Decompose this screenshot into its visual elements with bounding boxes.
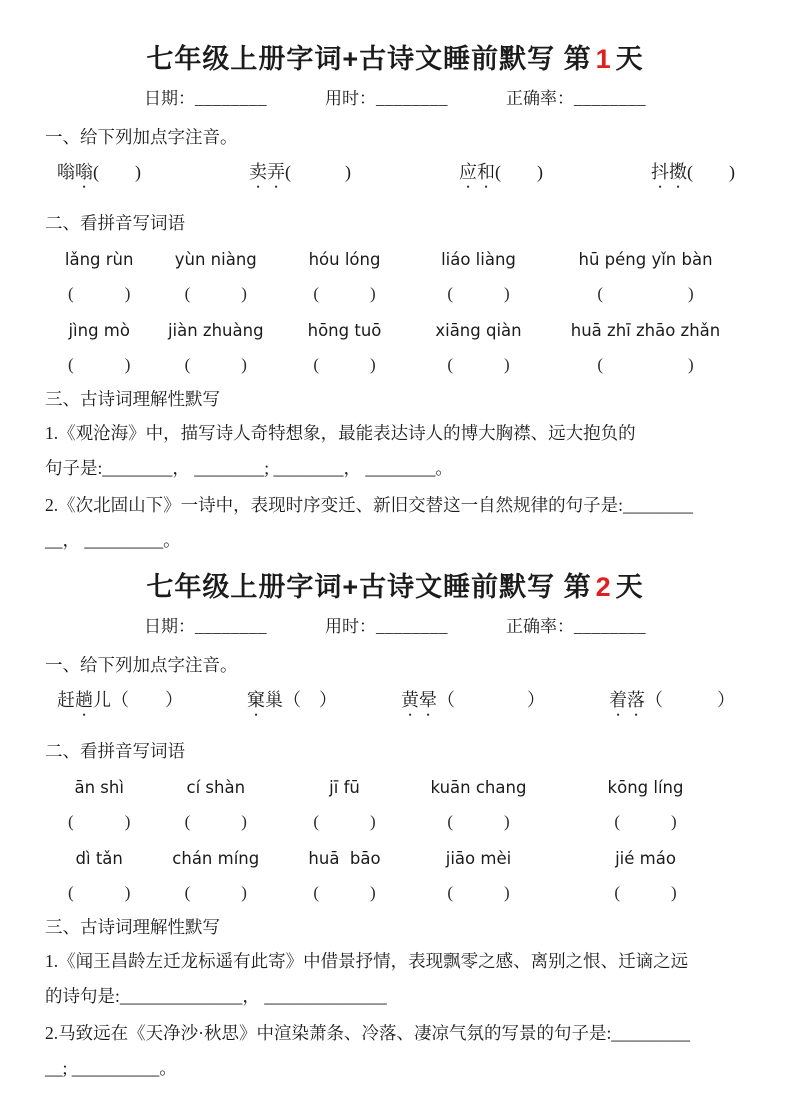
answer-paren: ( ) bbox=[184, 883, 247, 902]
time-field bbox=[325, 86, 448, 112]
pinyin-text: jìng mò bbox=[68, 321, 130, 340]
answer-paren: ( ) bbox=[313, 883, 376, 902]
pinyin-text: huā bāo bbox=[308, 849, 381, 868]
question-line: __， _________。 bbox=[45, 530, 181, 550]
answer-paren: ( ) bbox=[68, 284, 131, 303]
annotate-row bbox=[45, 680, 745, 732]
date-blank: ________ bbox=[195, 89, 267, 108]
date-blank: ________ bbox=[195, 617, 267, 636]
question-line: __; __________。 bbox=[45, 1058, 177, 1078]
question-line: 1.《闻王昌龄左迁龙标遥有此寄》中借景抒情，表现飘零之感、离别之恨、迁谪之远 bbox=[45, 951, 689, 971]
annotate-item bbox=[57, 158, 141, 192]
answer-paren: ( ) bbox=[68, 883, 131, 902]
day-number: 2 bbox=[595, 572, 612, 602]
annotate-item bbox=[401, 686, 545, 720]
annotate-word-pre: 赶 bbox=[57, 690, 75, 710]
answer-paren: ( ) bbox=[447, 355, 510, 374]
dictation-question bbox=[45, 416, 745, 486]
dictation-question bbox=[45, 488, 745, 558]
annotate-item bbox=[651, 158, 735, 192]
pinyin-cell bbox=[151, 766, 280, 837]
pinyin-row bbox=[45, 238, 745, 309]
date-label: 日期： bbox=[144, 89, 195, 108]
pinyin-cell bbox=[151, 837, 280, 908]
pinyin-text: huā zhī zhāo zhǎn bbox=[570, 321, 721, 340]
pinyin-text: kuān chang bbox=[430, 778, 527, 797]
annotate-paren: （ ） bbox=[111, 690, 183, 710]
day-title-prefix: 七年级上册字词+古诗文睡前默写 第 bbox=[146, 572, 592, 602]
pinyin-row bbox=[45, 837, 745, 908]
annotate-word-post: 儿 bbox=[93, 690, 111, 710]
annotate-item bbox=[57, 686, 183, 720]
accuracy-field bbox=[506, 86, 646, 112]
answer-paren: ( ) bbox=[184, 284, 247, 303]
pinyin-cell bbox=[280, 766, 409, 837]
section-write-words-heading: 二、看拼音写词语 bbox=[45, 741, 185, 761]
pinyin-cell bbox=[548, 766, 743, 837]
annotate-paren: （ ） bbox=[437, 690, 545, 710]
pinyin-text: hōng tuō bbox=[307, 321, 382, 340]
pinyin-text: chán míng bbox=[172, 849, 260, 868]
section-dictation-heading: 三、古诗词理解性默写 bbox=[45, 389, 220, 409]
answer-paren: ( ) bbox=[184, 355, 247, 374]
meta-row bbox=[45, 614, 745, 640]
pinyin-text: hū péng yǐn bàn bbox=[578, 250, 713, 269]
time-label: 用时： bbox=[325, 617, 376, 636]
annotate-word-dotted: 着落 bbox=[609, 690, 645, 710]
answer-paren: ( ) bbox=[68, 355, 131, 374]
pinyin-cell bbox=[151, 238, 280, 309]
answer-paren: ( ) bbox=[597, 284, 694, 303]
question-line: 2.马致远在《天净沙·秋思》中渲染萧条、冷落、凄凉气氛的写景的句子是:_________ bbox=[45, 1023, 691, 1043]
day-title-suffix: 天 bbox=[615, 572, 644, 602]
pinyin-text: yùn niàng bbox=[174, 250, 257, 269]
annotate-paren: ( ) bbox=[495, 162, 543, 182]
pinyin-text: jiàn zhuàng bbox=[167, 321, 264, 340]
pinyin-text: liáo liàng bbox=[441, 250, 516, 269]
answer-paren: ( ) bbox=[447, 883, 510, 902]
section-annotate-heading: 一、给下列加点字注音。 bbox=[45, 655, 238, 675]
answer-paren: ( ) bbox=[313, 812, 376, 831]
dictation-question bbox=[45, 944, 745, 1014]
pinyin-row bbox=[45, 309, 745, 380]
time-label: 用时： bbox=[325, 89, 376, 108]
annotate-word-dotted: 卖弄 bbox=[249, 162, 285, 182]
answer-paren: ( ) bbox=[447, 812, 510, 831]
question-line: 1.《观沧海》中，描写诗人奇特想象，最能表达诗人的博大胸襟、远大抱负的 bbox=[45, 423, 636, 443]
answer-paren: ( ) bbox=[614, 812, 677, 831]
annotate-word-post: 巢 bbox=[265, 690, 283, 710]
pinyin-text: hóu lóng bbox=[308, 250, 381, 269]
annotate-item bbox=[459, 158, 543, 192]
worksheet-day-2 bbox=[45, 568, 745, 1086]
pinyin-cell bbox=[151, 309, 280, 380]
answer-paren: ( ) bbox=[313, 355, 376, 374]
day-title bbox=[45, 568, 745, 606]
day-title-prefix: 七年级上册字词+古诗文睡前默写 第 bbox=[146, 44, 592, 74]
annotate-row bbox=[45, 152, 745, 204]
accuracy-blank: ________ bbox=[574, 617, 646, 636]
question-line: 的诗句是:______________， ______________ bbox=[45, 986, 387, 1006]
annotate-word-pre: 嗡 bbox=[57, 162, 75, 182]
pinyin-cell bbox=[409, 309, 548, 380]
accuracy-label: 正确率： bbox=[506, 89, 574, 108]
annotate-item bbox=[609, 686, 735, 720]
pinyin-cell bbox=[280, 837, 409, 908]
pinyin-text: ān shì bbox=[74, 778, 124, 797]
question-line: 2.《次北固山下》一诗中，表现时序变迁、新旧交替这一自然规律的句子是:________ bbox=[45, 495, 693, 515]
pinyin-row bbox=[45, 766, 745, 837]
accuracy-field bbox=[506, 614, 646, 640]
pinyin-cell bbox=[47, 238, 151, 309]
annotate-paren: ( ) bbox=[687, 162, 735, 182]
pinyin-cell bbox=[47, 309, 151, 380]
time-blank: ________ bbox=[376, 89, 448, 108]
annotate-paren: ( ) bbox=[285, 162, 351, 182]
pinyin-cell bbox=[280, 238, 409, 309]
worksheet-day-1 bbox=[45, 40, 745, 558]
annotate-word-dotted: 嗡 bbox=[75, 162, 93, 182]
annotate-word-dotted: 窠 bbox=[247, 690, 265, 710]
dictation-question bbox=[45, 1016, 745, 1086]
time-field bbox=[325, 614, 448, 640]
day-title-suffix: 天 bbox=[615, 44, 644, 74]
date-field bbox=[144, 614, 267, 640]
annotate-word-dotted: 应和 bbox=[459, 162, 495, 182]
pinyin-cell bbox=[548, 837, 743, 908]
day-number: 1 bbox=[595, 44, 612, 74]
annotate-word-dotted: 黄晕 bbox=[401, 690, 437, 710]
pinyin-text: jiāo mèi bbox=[445, 849, 512, 868]
answer-paren: ( ) bbox=[614, 883, 677, 902]
question-line: 句子是:________， ________; ________， ________。 bbox=[45, 458, 453, 478]
annotate-item bbox=[249, 158, 351, 192]
answer-paren: ( ) bbox=[313, 284, 376, 303]
pinyin-cell bbox=[47, 837, 151, 908]
accuracy-blank: ________ bbox=[574, 89, 646, 108]
section-write-words-heading: 二、看拼音写词语 bbox=[45, 213, 185, 233]
day-title bbox=[45, 40, 745, 78]
pinyin-cell bbox=[47, 766, 151, 837]
pinyin-cell bbox=[280, 309, 409, 380]
answer-paren: ( ) bbox=[597, 355, 694, 374]
pinyin-text: lǎng rùn bbox=[64, 250, 134, 269]
pinyin-text: jī fū bbox=[329, 778, 360, 797]
pinyin-cell bbox=[548, 309, 743, 380]
date-field bbox=[144, 86, 267, 112]
pinyin-cell bbox=[409, 766, 548, 837]
annotate-paren: （ ） bbox=[645, 690, 735, 710]
annotate-word-dotted: 抖擞 bbox=[651, 162, 687, 182]
pinyin-text: cí shàn bbox=[186, 778, 246, 797]
annotate-item bbox=[247, 686, 337, 720]
pinyin-text: kōng líng bbox=[607, 778, 684, 797]
section-annotate-heading: 一、给下列加点字注音。 bbox=[45, 127, 238, 147]
answer-paren: ( ) bbox=[184, 812, 247, 831]
pinyin-text: dì tǎn bbox=[75, 849, 123, 868]
answer-paren: ( ) bbox=[447, 284, 510, 303]
time-blank: ________ bbox=[376, 617, 448, 636]
annotate-paren: （ ） bbox=[283, 690, 337, 710]
answer-paren: ( ) bbox=[68, 812, 131, 831]
date-label: 日期： bbox=[144, 617, 195, 636]
annotate-word-dotted: 趟 bbox=[75, 690, 93, 710]
pinyin-cell bbox=[409, 837, 548, 908]
pinyin-text: jié máo bbox=[615, 849, 676, 868]
section-dictation-heading: 三、古诗词理解性默写 bbox=[45, 917, 220, 937]
pinyin-cell bbox=[548, 238, 743, 309]
meta-row bbox=[45, 86, 745, 112]
pinyin-cell bbox=[409, 238, 548, 309]
pinyin-text: xiāng qiàn bbox=[435, 321, 522, 340]
accuracy-label: 正确率： bbox=[506, 617, 574, 636]
annotate-paren: ( ) bbox=[93, 162, 141, 182]
